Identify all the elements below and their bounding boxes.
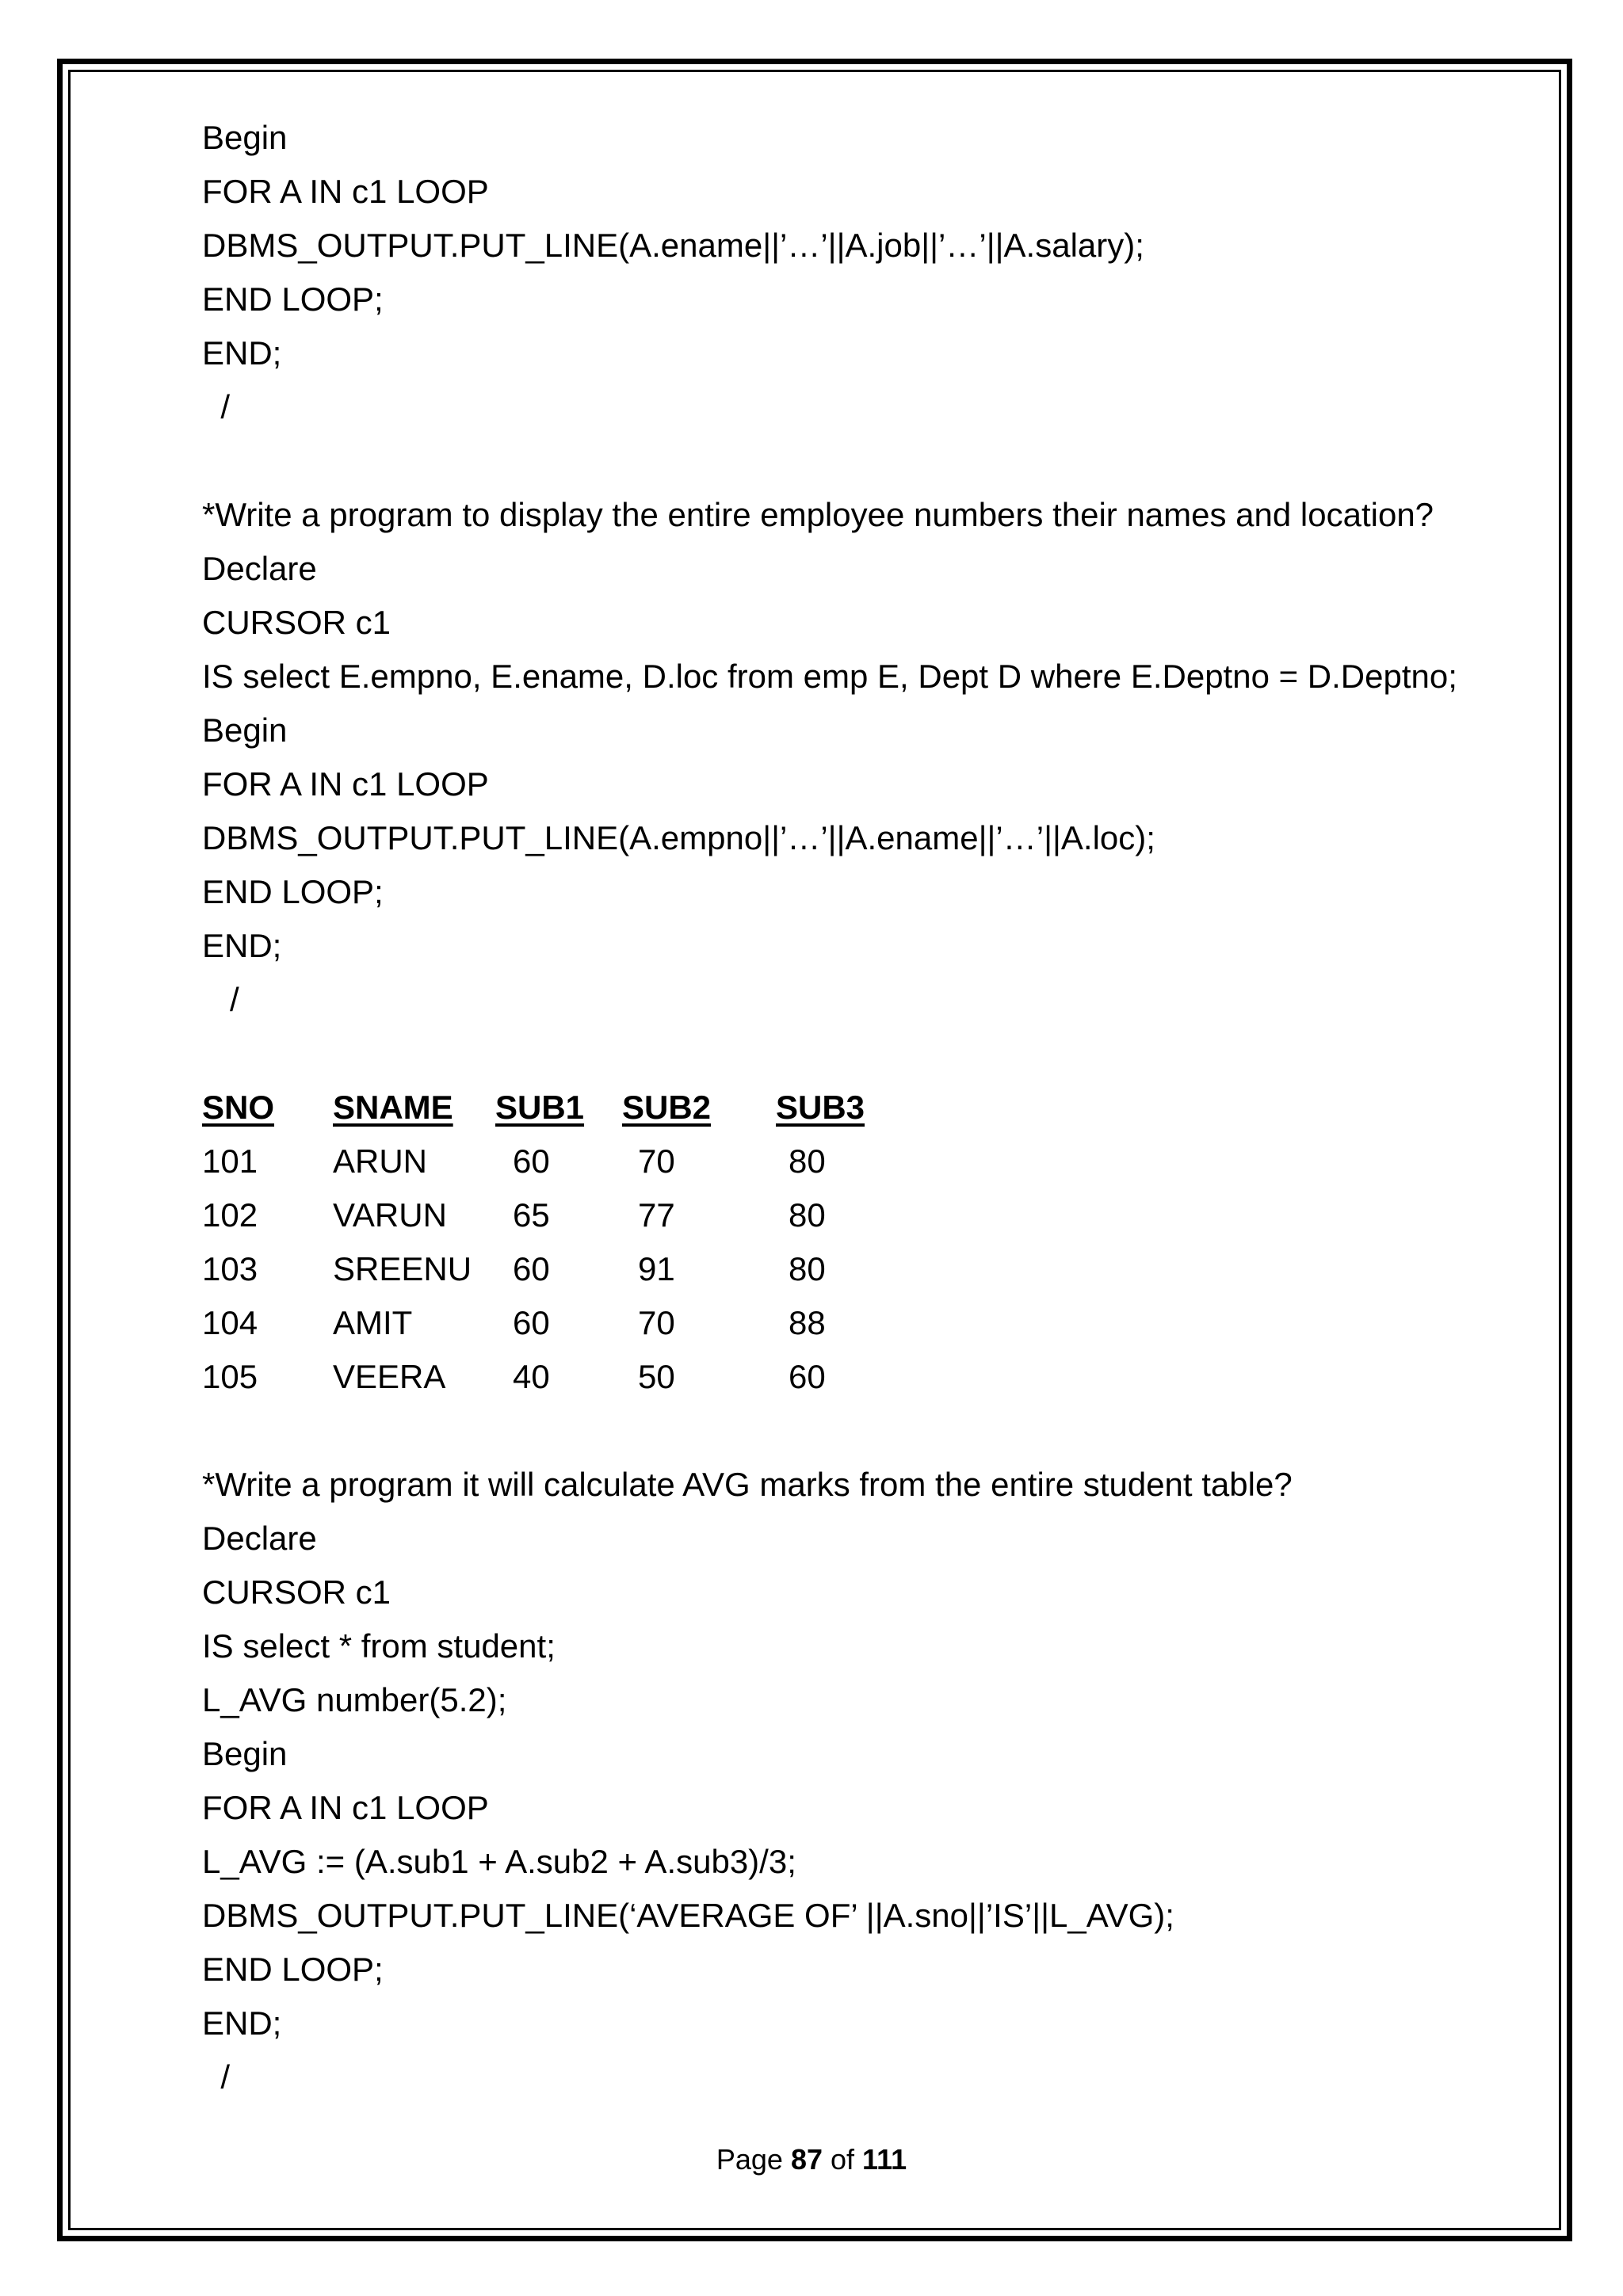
table-row — [202, 1135, 1533, 1188]
table-cell: 104 — [202, 1304, 258, 1341]
student-table — [202, 1081, 1533, 1404]
table-cell: 65 — [513, 1196, 550, 1234]
table-cell: 103 — [202, 1250, 258, 1287]
page-number: 87 — [790, 2143, 823, 2176]
table-cell: SREENU — [333, 1250, 472, 1287]
table-cell: 50 — [638, 1358, 675, 1395]
table-header-cell: SNO — [202, 1089, 275, 1126]
table-cell: AMIT — [333, 1304, 413, 1341]
table-cell: 40 — [513, 1358, 550, 1395]
code-block-3 — [202, 1458, 1533, 2104]
table-cell: 60 — [513, 1142, 550, 1180]
table-cell: 88 — [789, 1304, 826, 1341]
table-cell: 60 — [789, 1358, 826, 1395]
text-line: / — [202, 388, 231, 425]
table-cell: 105 — [202, 1358, 258, 1395]
table-cell: 102 — [202, 1196, 258, 1234]
text-line: IS select E.empno, E.ename, D.loc from emp E, Dept D where E.Deptno = D.Deptno; — [202, 658, 1457, 695]
question-line: *Write a program it will calculate AVG marks from the entire student table? — [202, 1466, 1293, 1503]
page-content — [202, 111, 1533, 2104]
text-line: CURSOR c1 — [202, 604, 391, 641]
table-cell: ARUN — [333, 1142, 428, 1180]
text-line: Begin — [202, 711, 288, 749]
total-pages: 111 — [862, 2143, 907, 2176]
code-block-2 — [202, 488, 1533, 1027]
text-line: / — [202, 981, 239, 1018]
table-cell: 60 — [513, 1250, 550, 1287]
table-cell: VEERA — [333, 1358, 446, 1395]
text-line: END; — [202, 334, 282, 372]
text-line: DBMS_OUTPUT.PUT_LINE(A.empno||’…’||A.ename||’…’||A.loc); — [202, 819, 1155, 856]
table-cell: 80 — [789, 1142, 826, 1180]
spacer — [202, 1027, 1533, 1081]
question-line: *Write a program to display the entire employee numbers their names and location? — [202, 496, 1434, 533]
text-line: END LOOP; — [202, 1951, 384, 1988]
code-block-1 — [202, 111, 1533, 434]
spacer — [202, 1404, 1533, 1458]
page-word: Page — [716, 2143, 791, 2176]
page-footer — [0, 2143, 1623, 2176]
table-cell: VARUN — [333, 1196, 447, 1234]
table-header-cell: SUB1 — [495, 1089, 585, 1126]
text-line: L_AVG := (A.sub1 + A.sub2 + A.sub3)/3; — [202, 1843, 796, 1880]
text-line: / — [202, 2058, 231, 2096]
table-row — [202, 1350, 1533, 1404]
table-cell: 80 — [789, 1250, 826, 1287]
table-cell: 60 — [513, 1304, 550, 1341]
table-header-row — [202, 1081, 1533, 1135]
table-cell: 77 — [638, 1196, 675, 1234]
table-row — [202, 1188, 1533, 1242]
table-row — [202, 1242, 1533, 1296]
text-line: L_AVG number(5.2); — [202, 1681, 507, 1718]
table-cell: 70 — [638, 1142, 675, 1180]
table-cell: 70 — [638, 1304, 675, 1341]
text-line: Begin — [202, 1735, 288, 1772]
text-line: Declare — [202, 550, 317, 587]
text-line: END LOOP; — [202, 280, 384, 318]
table-header-cell: SUB3 — [776, 1089, 865, 1126]
table-cell: 80 — [789, 1196, 826, 1234]
text-line: FOR A IN c1 LOOP — [202, 173, 489, 210]
text-line: FOR A IN c1 LOOP — [202, 765, 489, 803]
table-header-cell: SNAME — [333, 1089, 453, 1126]
text-line: CURSOR c1 — [202, 1573, 391, 1611]
table-row — [202, 1296, 1533, 1350]
text-line: DBMS_OUTPUT.PUT_LINE(‘AVERAGE OF’ ||A.sno||’IS’||L_AVG); — [202, 1897, 1174, 1934]
text-line: DBMS_OUTPUT.PUT_LINE(A.ename||’…’||A.job||’…’||A.salary); — [202, 227, 1144, 264]
table-header-cell: SUB2 — [622, 1089, 712, 1126]
text-line: IS select * from student; — [202, 1627, 556, 1665]
table-cell: 101 — [202, 1142, 258, 1180]
text-line: Declare — [202, 1520, 317, 1557]
text-line: Begin — [202, 119, 288, 156]
table-cell: 91 — [638, 1250, 675, 1287]
of-word: of — [823, 2143, 863, 2176]
text-line: END; — [202, 927, 282, 964]
text-line: END LOOP; — [202, 873, 384, 910]
spacer — [202, 434, 1533, 488]
text-line: FOR A IN c1 LOOP — [202, 1789, 489, 1826]
text-line: END; — [202, 2004, 282, 2042]
